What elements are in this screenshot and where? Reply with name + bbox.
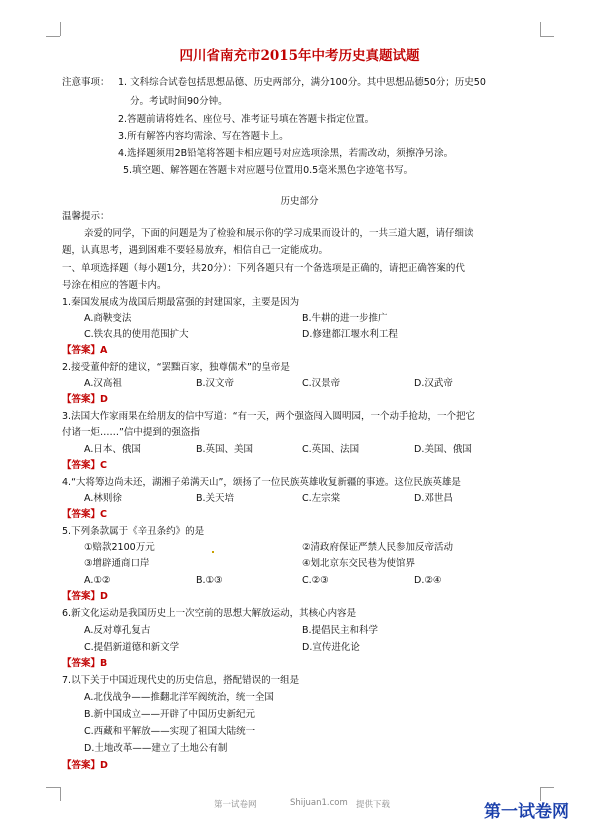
notice-item: 1. 文科综合试卷包括思想品德、历史两部分，满分100分。其中思想品德50分；历史50 [118, 77, 486, 88]
answer-line [62, 759, 108, 772]
crop-mark [540, 787, 554, 788]
answer-value: D [100, 394, 108, 405]
answer-label: 【答案】 [62, 658, 101, 669]
option-d: D.宣传进化论 [302, 642, 360, 653]
option-d: D.修建都江堰水利工程 [302, 329, 398, 340]
option-d: D.美国、俄国 [414, 444, 472, 455]
option-a: A.林则徐 [84, 493, 122, 504]
question-stem-cont: 付诸一炬……”信中提到的强盗指 [62, 427, 200, 438]
footer-download-text: 提供下载 [356, 800, 391, 810]
footer-site-name: 第一试卷网 [214, 800, 257, 810]
sub-item: ①赔款2100万元 [84, 542, 155, 553]
crop-mark [540, 22, 541, 36]
option-c: C.②③ [302, 575, 329, 586]
answer-label: 【答案】 [62, 394, 101, 405]
reminder-text: 亲爱的同学，下面的问题是为了检验和展示你的学习成果而设计的，一共三道大题，请仔细读 [84, 228, 474, 239]
option-c: C.英国、法国 [302, 444, 360, 455]
answer-value: D [100, 591, 108, 602]
crop-mark [60, 787, 61, 801]
option-d: D.邓世昌 [414, 493, 453, 504]
notice-item: 2.答题前请将姓名、座位号、准考证号填在答题卡指定位置。 [118, 114, 375, 125]
crop-mark [46, 36, 60, 37]
option-a: A.日本、俄国 [84, 444, 141, 455]
option-a: A.北伐战争——推翻北洋军阀统治，统一全国 [84, 692, 274, 703]
question-stem: 6.新文化运动是我国历史上一次空前的思想大解放运动，其核心内容是 [62, 608, 357, 619]
option-c: C.汉景帝 [302, 378, 341, 389]
answer-line [62, 590, 108, 603]
answer-label: 【答案】 [62, 760, 101, 771]
answer-label: 【答案】 [62, 345, 101, 356]
option-a: A.商鞅变法 [84, 313, 132, 324]
option-d: D.②④ [414, 575, 442, 586]
answer-line [62, 459, 107, 472]
answer-value: C [100, 460, 107, 471]
part-heading: 一、单项选择题（每小题1分，共20分）：下列各题只有一个备选项是正确的，请把正确答案的代 [62, 263, 465, 274]
answer-line [62, 657, 107, 670]
notice-item: 3.所有解答内容均需涂、写在答题卡上。 [118, 131, 289, 142]
question-stem: 5.下列条款属于《辛丑条约》的是 [62, 526, 205, 537]
notice-item: 4.选择题须用2B铅笔将答题卡相应题号对应选项涂黑，若需改动，须擦净另涂。 [118, 148, 454, 159]
stray-dot [212, 551, 214, 553]
notice-item: 分。考试时间90分钟。 [130, 96, 228, 107]
sub-item: ②清政府保证严禁人民参加反帝活动 [302, 542, 454, 553]
question-stem: 3.法国大作家雨果在给朋友的信中写道：“有一天，两个强盗闯入圆明园，一个动手抢劫，一个把它 [62, 411, 475, 422]
site-logo: 第一试卷网 [484, 802, 569, 822]
answer-line [62, 344, 107, 357]
notice-item: 5.填空题、解答题在答题卡对应题号位置用0.5毫米黑色字迹笔书写。 [123, 165, 414, 176]
option-b: B.①③ [196, 575, 223, 586]
option-a: A.反对尊孔复古 [84, 625, 151, 636]
answer-value: A [100, 345, 108, 356]
question-stem: 4.“大将筹边尚未还，湖湘子弟满天山”，颂扬了一位民族英雄收复新疆的事迹。这位民族英雄是 [62, 477, 461, 488]
option-c: C.铁农具的使用范围扩大 [84, 329, 189, 340]
option-b: B.汉文帝 [196, 378, 235, 389]
section-title: 历史部分 [280, 196, 319, 207]
sub-item: ③增辟通商口岸 [84, 558, 150, 569]
question-stem: 2.接受董仲舒的建议，“罢黜百家，独尊儒术”的皇帝是 [62, 362, 290, 373]
crop-mark [540, 36, 554, 37]
option-c: C.提倡新道德和新文学 [84, 642, 180, 653]
option-b: B.新中国成立——开辟了中国历史新纪元 [84, 709, 256, 720]
answer-label: 【答案】 [62, 509, 101, 520]
sub-item: ④划北京东交民巷为使馆界 [302, 558, 416, 569]
crop-mark [46, 787, 60, 788]
question-stem: 1.秦国发展成为战国后期最富强的封建国家，主要是因为 [62, 297, 300, 308]
option-b: B.提倡民主和科学 [302, 625, 379, 636]
option-b: B.关天培 [196, 493, 235, 504]
reminder-label: 温馨提示： [62, 211, 110, 222]
answer-label: 【答案】 [62, 591, 101, 602]
question-stem: 7.以下关于中国近现代史的历史信息，搭配错误的一组是 [62, 675, 300, 686]
answer-line [62, 508, 107, 521]
answer-line [62, 393, 108, 406]
option-b: B.牛耕的进一步推广 [302, 313, 388, 324]
answer-value: B [100, 658, 108, 669]
option-a: A.汉高祖 [84, 378, 122, 389]
answer-value: C [100, 509, 107, 520]
crop-mark [60, 22, 61, 36]
option-a: A.①② [84, 575, 111, 586]
part-heading: 号涂在相应的答题卡内。 [62, 280, 167, 291]
document-title: 四川省南充市2015年中考历史真题试题 [179, 48, 420, 64]
answer-value: D [100, 760, 108, 771]
option-d: D.汉武帝 [414, 378, 453, 389]
option-c: C.左宗棠 [302, 493, 341, 504]
reminder-text: 题，认真思考，遇到困难不要轻易放弃，相信自己一定能成功。 [62, 245, 329, 256]
option-b: B.英国、美国 [196, 444, 254, 455]
notice-label: 注意事项： [62, 77, 110, 88]
answer-label: 【答案】 [62, 460, 101, 471]
option-c: C.西藏和平解放——实现了祖国大陆统一 [84, 726, 256, 737]
option-d: D.土地改革——建立了土地公有制 [84, 743, 228, 754]
footer-site-url[interactable]: Shijuan1.com [290, 798, 348, 808]
